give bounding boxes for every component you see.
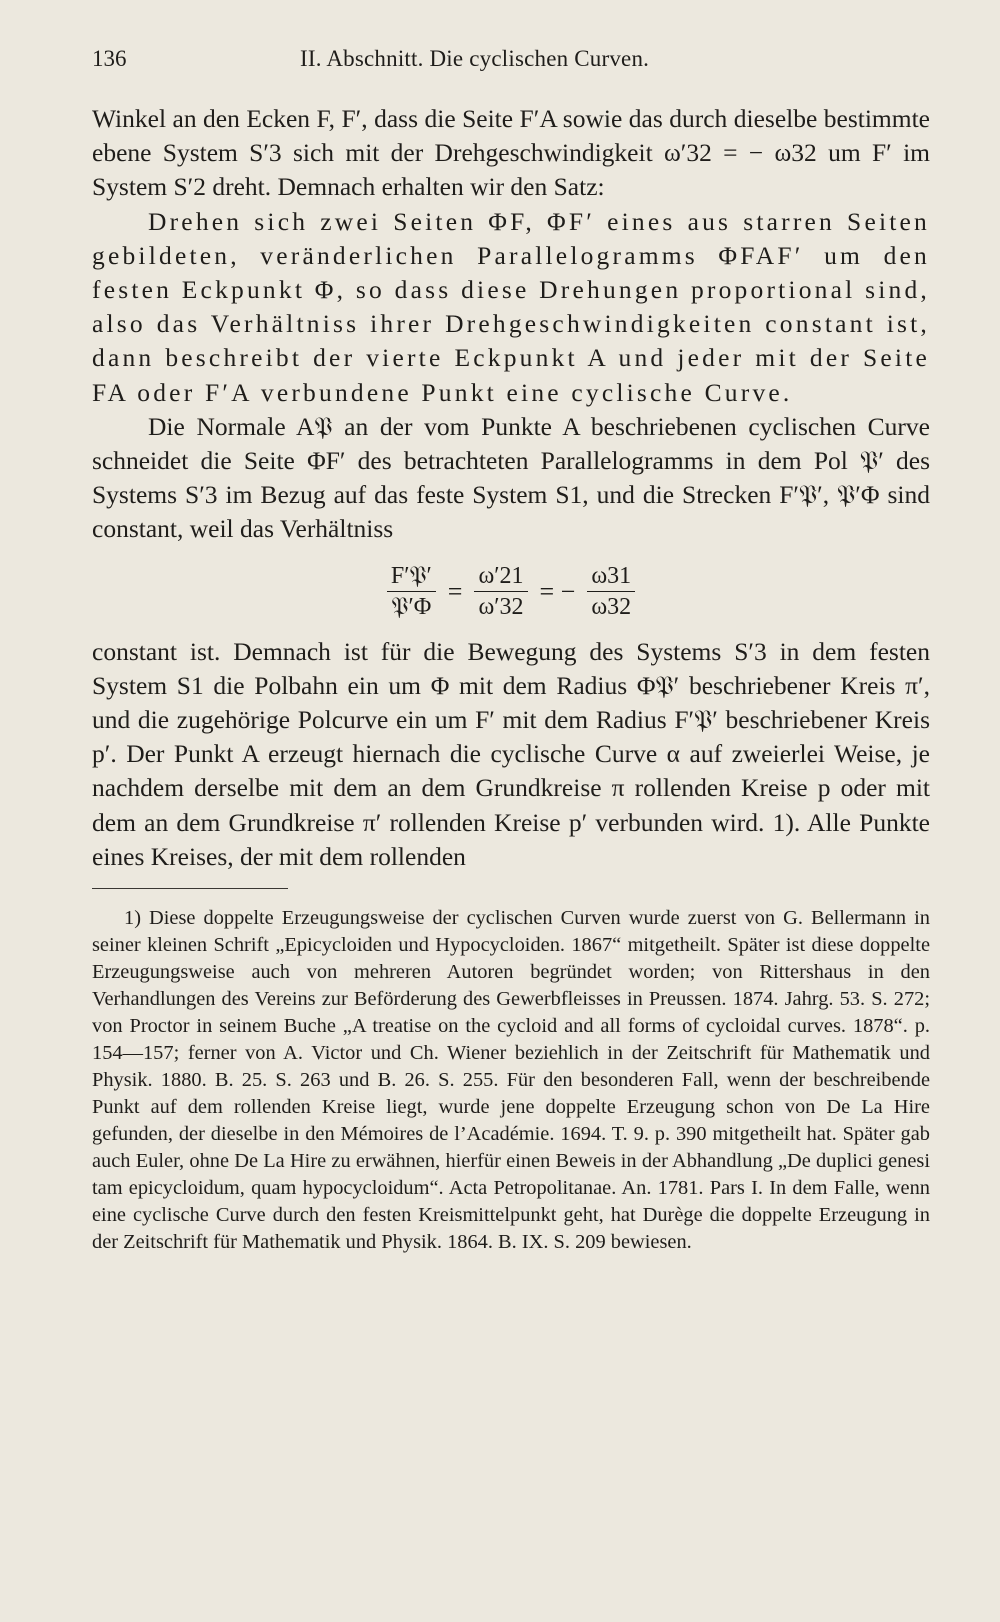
page-number: 136 xyxy=(92,46,127,71)
paragraph-normale: Die Normale A𝔓 an der vom Punkte A beschriebenen cyclischen Curve schneidet die Seite ΦF′ des betrachteten Parallelogramms in dem Pol 𝔓′ des Systems S′3 im Bezug auf das feste System S1, und die Strecken F′𝔓′, 𝔓′Φ sind constant, weil das Verhältniss xyxy=(92,411,930,544)
fraction-numerator: ω′21 xyxy=(474,561,527,592)
theorem-paragraph: Drehen sich zwei Seiten ΦF, ΦF′ eines aus starren Seiten gebildeten, veränderlichen Parallelogramms ΦFAF′ um den festen Eckpunkt Φ, so dass diese Drehungen proportional sind, also das Verhältniss ihrer Drehgeschwindigkeiten constant ist, dann beschreibt der vierte Eckpunkt A und jeder mit der Seite FA oder F′A verbundene Punkt eine cyclische Curve. xyxy=(92,206,930,407)
footnote-divider xyxy=(92,888,288,889)
footnote-text: 1) Diese doppelte Erzeugungsweise der cyclischen Curven wurde zuerst von G. Bellermann in seiner kleinen Schrift „Epicycloiden und Hypocycloiden. 1867“ mitgetheilt. Später ist diese doppelte Erzeugungsweise auch von mehreren Autoren begründet worden; von Rittershaus in den Verhandlungen des Vereins zur Beförderung des Gewerbfleisses in Preussen. 1874. Jahrg. 53. S. 272; von Proctor in seinem Buche „A treatise on the cycloid and all forms of cycloidal curves. 1878“. p. 154—157; ferner von A. Victor und Ch. Wiener beziehlich in der Zeitschrift für Mathematik und Physik. 1880. B. 25. S. 263 und B. 26. S. 255. Für den besonderen Fall, wenn der beschreibende Punkt auf dem rollenden Kreise liegt, wurde jene doppelte Erzeugung schon von De La Hire gefunden, der dieselbe in den Mémoires de l’Académie. 1694. T. 9. p. 390 mitgetheilt hat. Später gab auch Euler, ohne De La Hire zu erwähnen, hierfür einen Beweis in der Abhandlung „De duplici genesi tam epicycloidum, quam hypocycloidum“. Acta Petropolitanae. An. 1781. Pars I. In dem Falle, wenn eine cyclische Curve durch den festen Kreismittelpunkt geht, hat Durège die doppelte Erzeugung in der Zeitschrift für Mathematik und Physik. 1864. B. IX. S. 209 bewiesen. xyxy=(92,907,930,1254)
fraction-numerator: ω31 xyxy=(587,561,635,592)
fraction-omega-31 xyxy=(587,561,635,622)
fraction-segments xyxy=(387,561,436,622)
paragraph-polbahn: constant ist. Demnach ist für die Bewegung des Systems S′3 in dem festen System S1 die Polbahn ein um Φ mit dem Radius Φ𝔓′ beschriebener Kreis π′, und die zugehörige Polcurve ein um F′ mit dem Radius F′𝔓′ beschriebener Kreis p′. Der Punkt A erzeugt hiernach die cyclische Curve α auf zweierlei Weise, je nachdem derselbe mit dem an dem Grundkreise π rollenden Kreise p oder mit dem an dem Grundkreise π′ rollenden Kreise p′ verbunden wird. 1). Alle Punkte eines Kreises, der mit dem rollenden xyxy=(92,636,930,871)
page-header xyxy=(92,42,930,82)
fraction-denominator: ω′32 xyxy=(478,594,524,621)
fraction-denominator: 𝔓′Φ xyxy=(391,594,432,621)
fraction-denominator: ω32 xyxy=(591,594,632,621)
running-head: II. Abschnitt. Die cyclischen Curven. xyxy=(300,46,650,71)
equals-minus-sign: = − xyxy=(539,576,576,606)
footnote xyxy=(92,905,930,1256)
fraction-omega-21 xyxy=(474,561,527,622)
fraction-numerator: F′𝔓′ xyxy=(387,561,436,592)
paragraph-intro: Winkel an den Ecken F, F′, dass die Seite F′A sowie das durch dieselbe bestimmte ebene System S′3 sich mit der Drehgeschwindigkeit ω′32 = − ω32 um F′ im System S′2 dreht. Demnach erhalten wir den Satz: xyxy=(92,104,930,202)
main-text xyxy=(92,102,930,874)
ratio-formula xyxy=(92,555,930,629)
equals-sign: = xyxy=(447,576,463,606)
